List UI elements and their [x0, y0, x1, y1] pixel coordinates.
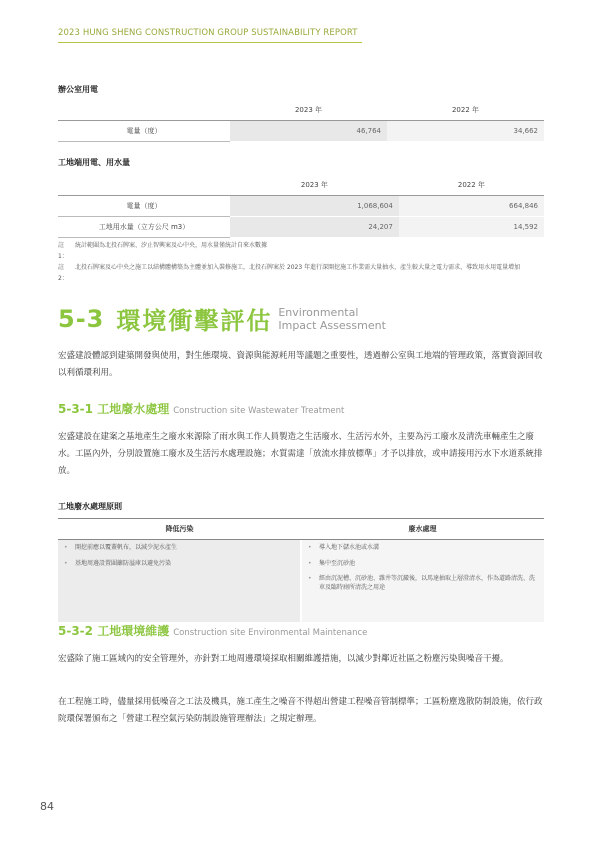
company-name: 2023 HUNG SHENG CONSTRUCTION GROUP — [58, 28, 249, 38]
subsection-title-zh: 5-3-1 工地廢水處理 — [58, 402, 170, 416]
empty-header-cell — [58, 175, 230, 195]
row-label: 電量（度） — [58, 195, 230, 216]
footnote-text: 北投石牌案及心中央之施工以結構體構築為主體並加入裝修施工，北投石牌案於 2023 年進行深開挖施工作業需大量抽水，產生較大量之電力需求，導致用水用電量增加 — [75, 264, 521, 271]
list-item-text: 集中至沉砂池 — [319, 559, 356, 567]
wastewater-body: 宏盛建設在建案之基地產生之廢水來源除了雨水與工作人員製造之生活廢水、生活污水外，主要為污工廢水及清洗車輛產生之廢水。工區內外，分別設置施工廢水及生活污水處理設施；水質需達「放流水排放標準」才予以排放，或申請接用污水下水道系統排放。 — [58, 432, 543, 476]
bullet-icon: • — [308, 544, 312, 551]
table-header-row — [58, 175, 544, 195]
list-item-text: 經由沉泥槽、沉砂池、雜井等沉澱後，以馬達抽取上層澄清水，作為道路清洗、洗車及臨時廁所清洗之用途 — [319, 575, 536, 591]
office-power-table — [58, 100, 544, 142]
principles-title: 工地廢水處理原則 — [58, 502, 122, 511]
value-2022: 14,592 — [399, 216, 544, 237]
principles-table — [58, 518, 544, 622]
subsection-title — [58, 622, 367, 639]
report-name: SUSTAINABILITY REPORT — [248, 28, 358, 38]
principles-body — [58, 540, 544, 622]
principles-header-row — [58, 518, 544, 540]
header-wastewater-treatment: 廢水處理 — [408, 525, 437, 533]
table-row — [58, 216, 544, 237]
subsection-title-en: Construction site Environmental Maintenance — [173, 628, 368, 638]
value-2023: 24,207 — [230, 216, 399, 237]
header-divider — [58, 42, 362, 43]
row-label: 電量（度） — [58, 120, 230, 141]
table-row — [58, 120, 544, 141]
value-2022: 664,846 — [399, 195, 544, 216]
section-title-en-line1: Environmental — [278, 305, 359, 319]
footnote — [58, 262, 544, 284]
list-item — [308, 560, 538, 569]
list-item-text: 開挖前應以覆蓋帆布，以減少泥水產生 — [75, 544, 178, 551]
column-header-2023: 2023 年 — [230, 100, 387, 120]
value-2023: 1,068,604 — [230, 195, 399, 216]
maintenance-body-2: 在工程施工時，儘量採用低噪音之工法及機具，施工產生之噪音不得超出營建工程噪音管制標準；工區粉塵逸散防制設施，依行政院環保署頒布之「營建工程空氣污染防制設施管理辦法」之規定辦理。 — [58, 697, 543, 724]
list-item — [64, 544, 294, 553]
footnote — [58, 240, 544, 262]
table-header-row — [58, 100, 544, 120]
footnote-text: 統計範圍為北投石牌案、汐止智興案及心中央，用水量僅統計自來水數據 — [75, 242, 268, 249]
value-2022: 34,662 — [387, 120, 544, 141]
row-label: 工地用水量（立方公尺 m3） — [58, 216, 230, 237]
empty-header-cell — [58, 100, 230, 120]
report-brand — [58, 28, 362, 38]
bullet-icon: • — [64, 544, 68, 551]
column-header-2022: 2022 年 — [387, 100, 544, 120]
report-header — [58, 28, 362, 43]
footnotes — [58, 240, 544, 284]
page-number: 84 — [40, 800, 54, 813]
footnote-key: 註 1： — [58, 242, 68, 260]
table-row — [58, 195, 544, 216]
office-power-title: 辦公室用電 — [58, 85, 98, 94]
section-title-en-line2: Impact Assessment — [278, 318, 386, 332]
footnote-key: 註 2： — [58, 264, 68, 282]
section-title — [58, 301, 386, 336]
site-power-title: 工地端用電、用水量 — [58, 158, 130, 167]
bullet-icon: • — [308, 559, 312, 567]
maintenance-body-1: 宏盛除了施工區域內的安全管理外，亦針對工地周邊環境採取相關維護措施，以減少對鄰近社區之粉塵污染與噪音干擾。 — [58, 654, 509, 664]
subsection-title — [58, 400, 344, 417]
list-item-text: 導入地下儲水池或水溝 — [319, 544, 380, 551]
value-2023: 46,764 — [230, 120, 387, 141]
list-item — [308, 575, 538, 592]
section-title-en — [278, 306, 386, 332]
column-header-2022: 2022 年 — [399, 175, 544, 195]
section-title-zh: 環境衝擊評估 — [116, 307, 273, 335]
section-number: 5-3 — [58, 304, 105, 333]
bullet-icon: • — [308, 575, 312, 582]
list-item — [308, 544, 538, 553]
list-item-text: 基地周邊設置圍籬防溢庫以避免污染 — [75, 559, 172, 567]
subsection-title-zh: 5-3-2 工地環境維護 — [58, 624, 170, 638]
subsection-title-en: Construction site Wastewater Treatment — [173, 406, 345, 416]
reduce-pollution-column — [58, 540, 300, 622]
site-power-table — [58, 175, 544, 238]
column-header-2023: 2023 年 — [230, 175, 399, 195]
bullet-icon: • — [64, 559, 68, 567]
header-reduce-pollution: 降低污染 — [165, 525, 194, 533]
treatment-column — [302, 540, 544, 622]
section-intro: 宏盛建設體認到建築開發與使用，對生態環境、資源與能源耗用等議題之重要性，透過辦公室與工地端的管理政策，落實資源回收以利循環利用。 — [58, 351, 543, 378]
list-item — [64, 560, 294, 569]
